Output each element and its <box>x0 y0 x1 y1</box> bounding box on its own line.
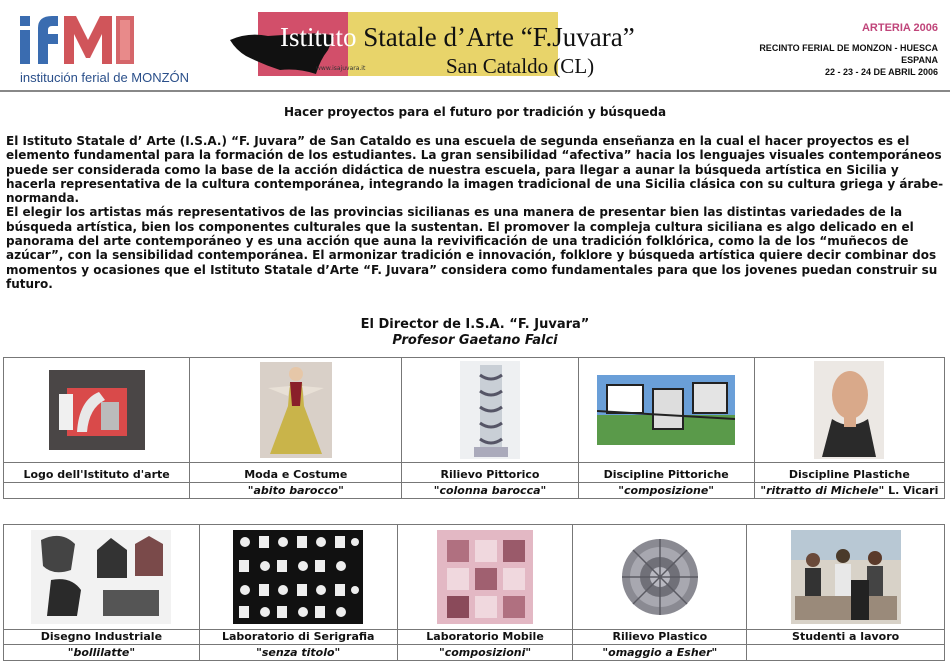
esher-relief-thumbnail[interactable] <box>615 532 705 622</box>
subtitle-senza-titolo: "senza titolo" <box>256 646 341 659</box>
fair-name: ARTERIA 2006 <box>861 22 938 34</box>
gallery-subtitle-cell <box>578 483 754 499</box>
gallery-image-cell <box>190 358 402 463</box>
caption-laboratorio-serigrafia: Laboratorio di Serigrafia <box>222 630 375 643</box>
screenprint-thumbnail[interactable] <box>233 530 363 624</box>
director-name: Profesor Gaetano Falci <box>392 333 558 348</box>
fair-dates: 22 - 23 - 24 DE ABRIL 2006 <box>824 67 938 77</box>
subtitle-ritratto-author: L. Vicari <box>884 484 939 497</box>
headline: Hacer proyectos para el futuro por tradición y búsqueda <box>283 105 667 119</box>
caption-logo-istituto: Logo dell'Istituto d'arte <box>23 468 170 481</box>
gallery-image-cell <box>754 358 944 463</box>
gallery-caption-cell <box>199 630 397 645</box>
banner-title-part-b: Statale d’Arte “F.Juvara” <box>356 22 635 52</box>
gallery-caption-cell <box>397 630 573 645</box>
gallery-caption-cell <box>578 463 754 483</box>
subtitle-abito-barocco: "abito barocco" <box>247 484 344 497</box>
gallery-subtitle-cell <box>190 483 402 499</box>
subtitle-ritratto-title: "ritratto di Michele" <box>760 484 885 497</box>
article-body <box>6 134 944 291</box>
gallery-image-cell <box>573 525 747 630</box>
gallery-subtitle-cell <box>402 483 578 499</box>
gallery-caption-cell <box>754 463 944 483</box>
fair-country: ESPANA <box>901 55 938 65</box>
banner-title-part-a: Istituto <box>280 22 357 52</box>
gallery-subtitle-cell <box>4 645 200 661</box>
caption-laboratorio-mobile: Laboratorio Mobile <box>426 630 544 643</box>
gallery-subtitle-cell <box>747 645 945 661</box>
page-header <box>0 0 950 92</box>
gallery-image-cell <box>402 358 578 463</box>
caption-discipline-plastiche: Discipline Plastiche <box>788 468 910 481</box>
caption-moda-costume: Moda e Costume <box>244 468 348 481</box>
baroque-dress-thumbnail[interactable] <box>260 362 332 458</box>
banner-subtitle: San Cataldo (CL) <box>446 54 595 78</box>
logo-subtitle: institución ferial de MONZÓN <box>20 70 190 85</box>
gallery-caption-cell <box>4 463 190 483</box>
isa-logo-thumbnail[interactable] <box>49 370 145 450</box>
caption-disegno-industriale: Disegno Industriale <box>40 630 163 643</box>
gallery-image-cell <box>747 525 945 630</box>
subtitle-composizione: "composizione" <box>618 484 715 497</box>
article-paragraph-1: El Istituto Statale d’ Arte (I.S.A.) “F. Juvara” de San Cataldo es una escuela de segunda enseñanza en la cual el hacer proyectos es el elemento fundamental para la formación de los estudiantes. La gran sensibilidad “afectiva” hacia los lenguajes visuales contemporáneos puede ser considerada como la base de la acción didáctica de nuestra escuela, para llegar a aunar la búsqueda artística en Sicilia y hacerla representativa de la cultura contemporánea, integrando la imagen tradicional de una Sicilia clásica con su cultura griega y árabe- normanda. <box>6 134 944 206</box>
gallery-image-cell <box>4 358 190 463</box>
students-working-thumbnail[interactable] <box>791 530 901 624</box>
ifm-logo <box>16 10 216 88</box>
subtitle-ritratto-michele <box>755 484 944 498</box>
gallery-caption-cell <box>402 463 578 483</box>
gallery-subtitle-cell <box>573 645 747 661</box>
director-title: El Director de I.S.A. “F. Juvara” <box>360 317 590 332</box>
gallery-caption-cell <box>573 630 747 645</box>
painting-composition-thumbnail[interactable] <box>597 375 735 445</box>
milk-boiler-thumbnail[interactable] <box>31 530 171 624</box>
mobile-lab-thumbnail[interactable] <box>437 530 533 624</box>
subtitle-composizioni: "composizioni" <box>439 646 532 659</box>
portrait-sculpture-thumbnail[interactable] <box>814 361 884 459</box>
director-signature <box>0 317 950 349</box>
gallery-image-cell <box>397 525 573 630</box>
fair-venue: RECINTO FERIAL DE MONZON - HUESCA <box>759 43 938 53</box>
gallery-row-2 <box>3 524 945 661</box>
subtitle-colonna-barocca: "colonna barocca" <box>433 484 547 497</box>
gallery-image-cell <box>199 525 397 630</box>
caption-discipline-pittoriche: Discipline Pittoriche <box>603 468 729 481</box>
isa-banner <box>228 12 698 82</box>
article-paragraph-2: El elegir los artistas más representativos de las provincias sicilianas es una manera de presentar bien las distintas variedades de la búsqueda artística, bien los componentes culturales que la sustentan. El promover la compleja cultura siciliana es algo delicado en el panorama del arte contemporáneo y es una acción que auna la revivificación de una tradición folklórica, como la de los “muñecos de azúcar”, con la sensibilidad contemporánea. El armonizar tradición e innovación, folklore y búsqueda artística quiere decir combinar dos momentos y ocasiones que el Istituto Statale d’Arte “F. Juvara” considera como fundamentales para que los jovenes puedan construir su futuro. <box>6 205 938 291</box>
gallery-subtitle-cell <box>199 645 397 661</box>
gallery-caption-cell <box>747 630 945 645</box>
gallery-subtitle-cell <box>754 483 944 499</box>
subtitle-bollilatte: "bollilatte" <box>67 646 136 659</box>
gallery-row-1 <box>3 357 945 499</box>
subtitle-omaggio-esher: "omaggio a Esher" <box>602 646 718 659</box>
gallery-image-cell <box>578 358 754 463</box>
banner-url[interactable]: www.isajuvara.it <box>316 65 366 72</box>
gallery-caption-cell <box>4 630 200 645</box>
fair-info <box>759 22 938 78</box>
gallery-subtitle-cell <box>4 483 190 499</box>
caption-rilievo-pittorico: Rilievo Pittorico <box>440 468 540 481</box>
caption-rilievo-plastico: Rilievo Plastico <box>612 630 708 643</box>
gallery-image-cell <box>4 525 200 630</box>
banner-title <box>280 22 635 53</box>
gallery-subtitle-cell <box>397 645 573 661</box>
ifm-logo-graphic <box>16 10 146 68</box>
baroque-column-thumbnail[interactable] <box>460 361 520 459</box>
gallery-caption-cell <box>190 463 402 483</box>
caption-studenti-lavoro: Studenti a lavoro <box>792 630 900 643</box>
